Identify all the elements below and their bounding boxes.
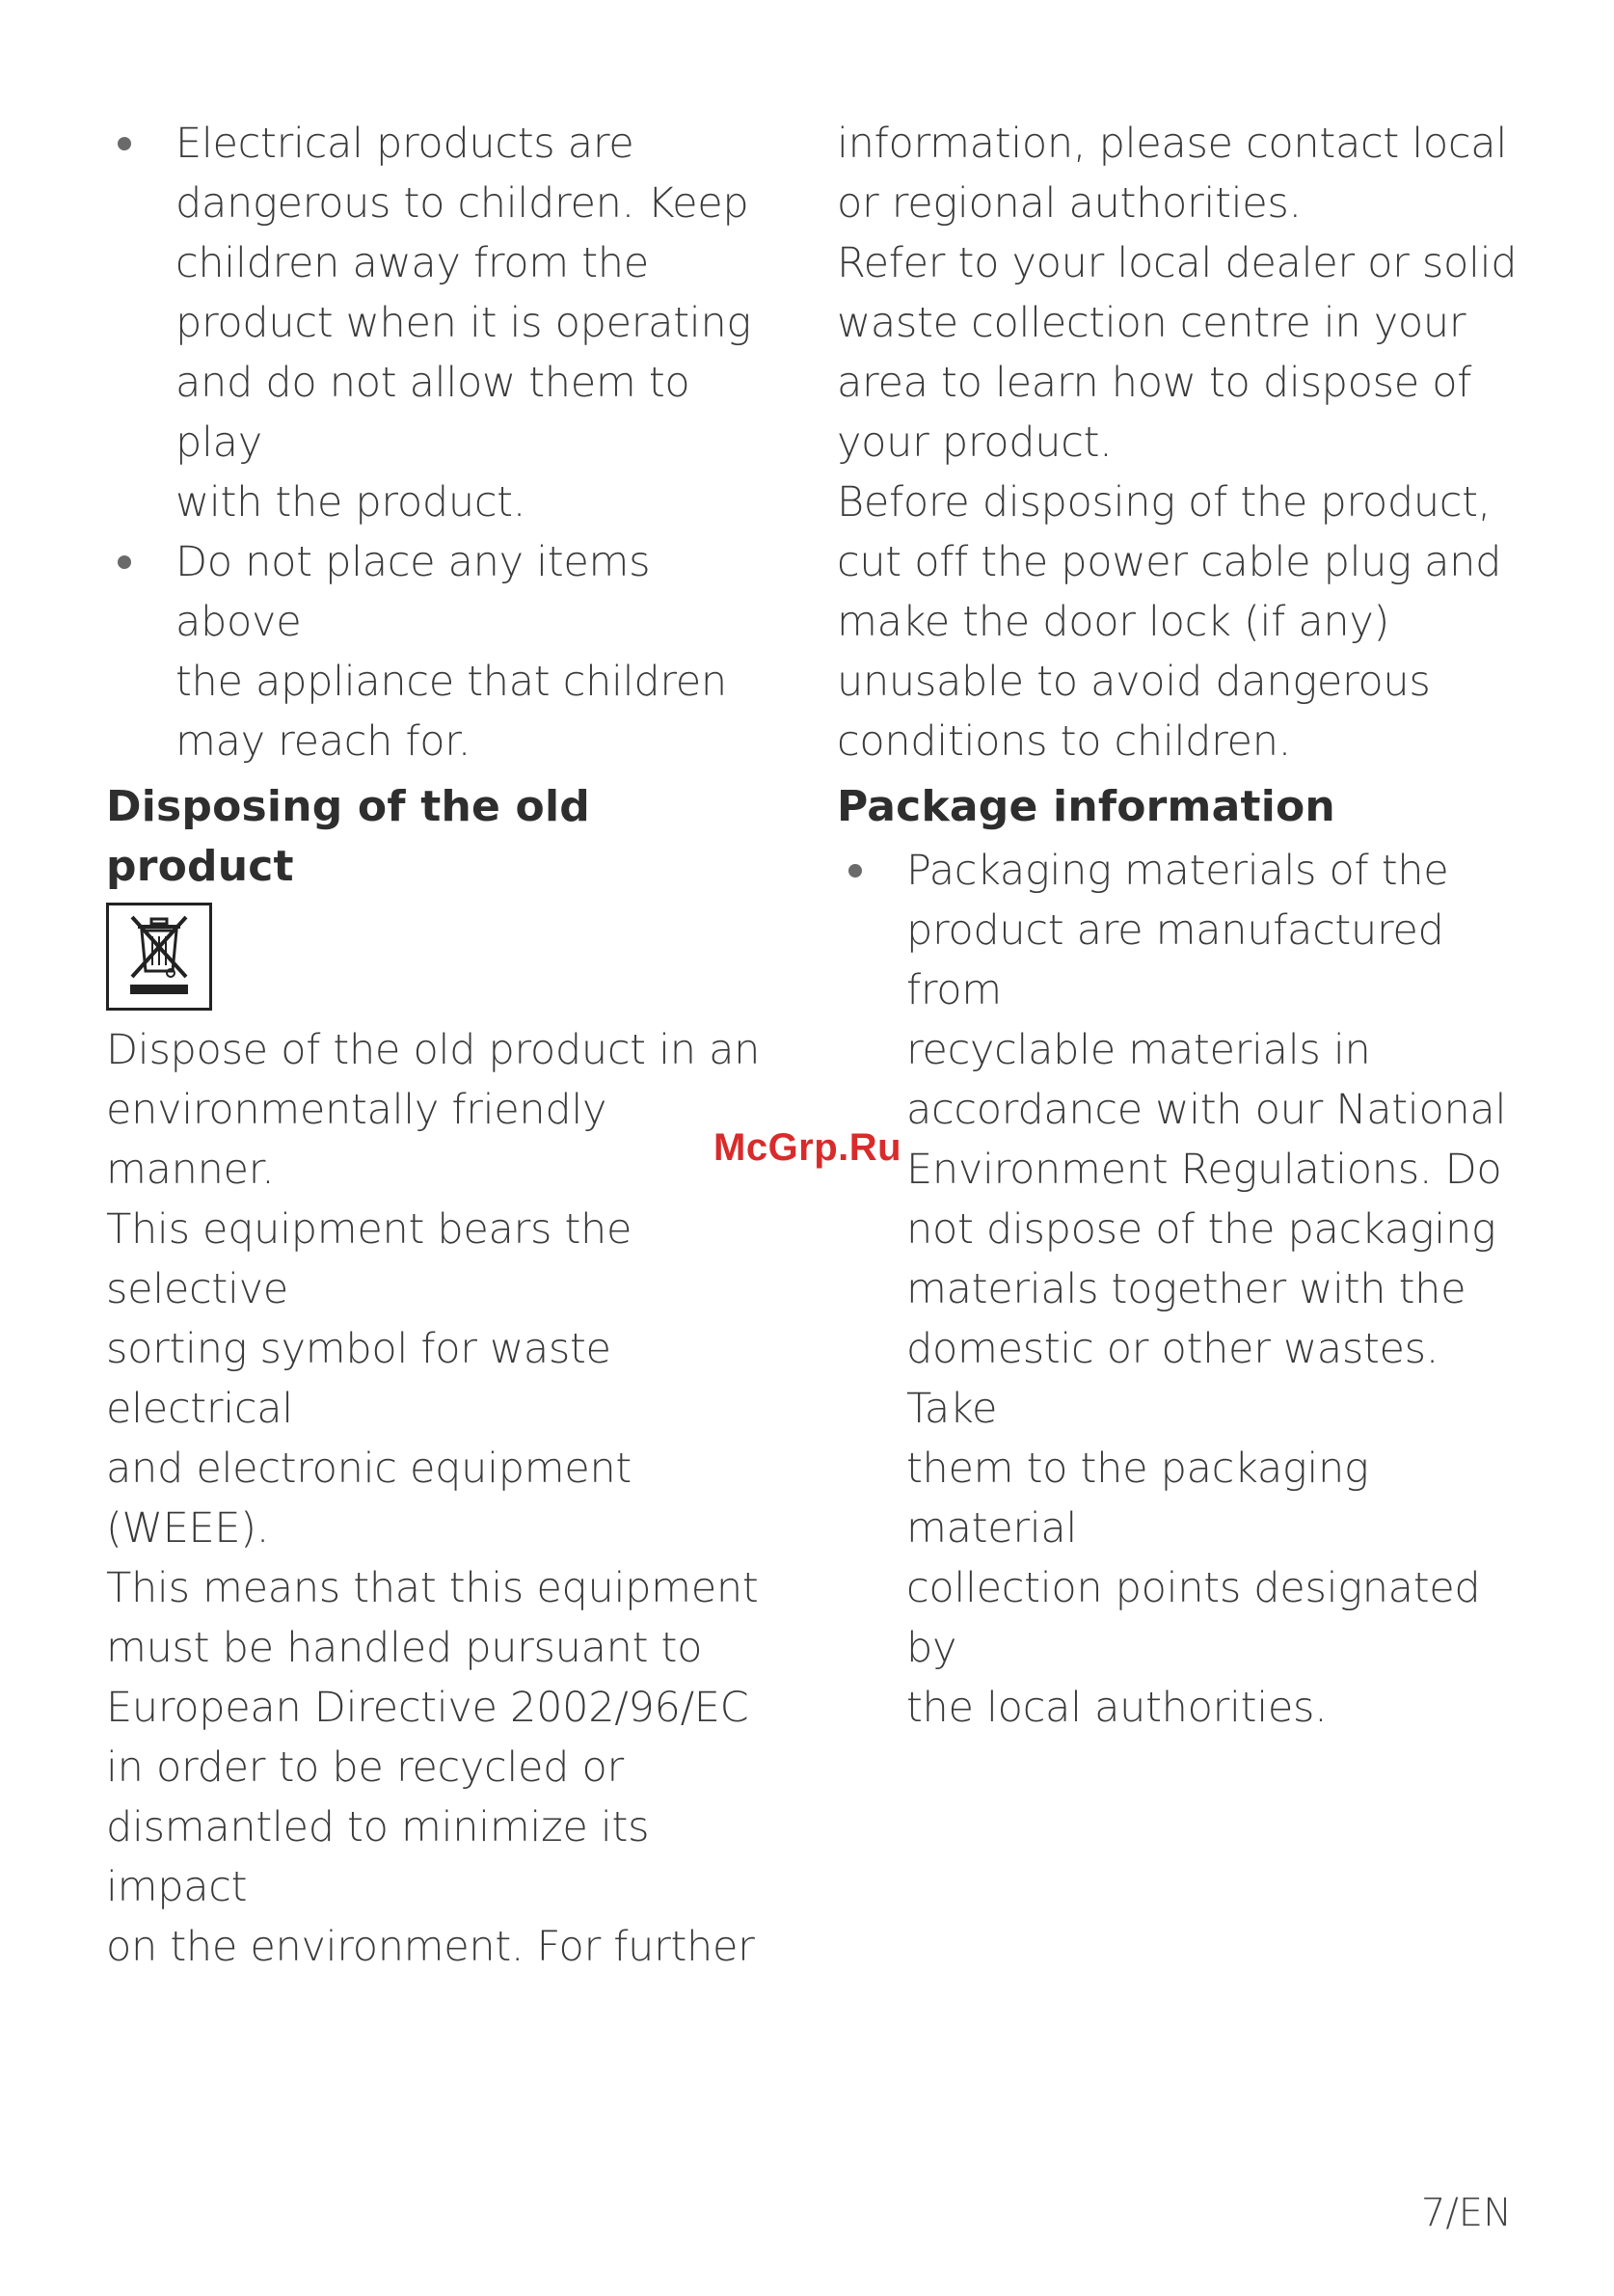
- bullet-icon: [118, 137, 131, 150]
- list-item: [106, 532, 781, 771]
- bullet-icon: [118, 555, 131, 569]
- list-item: [106, 114, 781, 532]
- bullet-text: Do not place any items above the appliance that children may reach for.: [175, 538, 727, 766]
- right-column: [837, 114, 1531, 1738]
- weee-symbol: [106, 903, 212, 1011]
- section-heading-disposing: Disposing of the old product: [106, 782, 590, 891]
- left-column: [106, 114, 781, 1977]
- watermark: McGrp.Ru: [713, 1126, 902, 1169]
- disposal-paragraph-continued: information, please contact local or regional authorities. Refer to your local dealer or solid waste collection centre in your area to learn how to dispose of your product. Before disposing of the product, cut off the power cable plug and make the door lock (if any) unusable to avoid dangerous conditions to children.: [837, 120, 1518, 766]
- section-heading-package: Package information: [837, 782, 1335, 831]
- disposal-paragraph: Dispose of the old product in an environmentally friendly manner. This equipment bears the selective sorting symbol for waste electrical and electronic equipment (WEEE). This means that this equipment must be handled pursuant to European Directive 2002/96/EC in order to be recycled or dismantled to minimize its impact on the environment. For further: [106, 1026, 761, 1971]
- list-item: [837, 841, 1531, 1738]
- page-number: 7/EN: [1420, 2191, 1512, 2235]
- bullet-icon: [848, 864, 862, 878]
- bullet-text: Electrical products are dangerous to children. Keep children away from the product when it is operating and do not allow them to play with the product.: [175, 120, 751, 527]
- bullet-text: Packaging materials of the product are manufactured from recyclable materials in accordance with our National Environment Regulations. Do not dispose of the packaging materials together with the domestic or other wastes. Take them to the packaging material collection points designated by the local authorities.: [906, 847, 1507, 1732]
- crossed-out-wheelie-bin-icon: [117, 911, 202, 1002]
